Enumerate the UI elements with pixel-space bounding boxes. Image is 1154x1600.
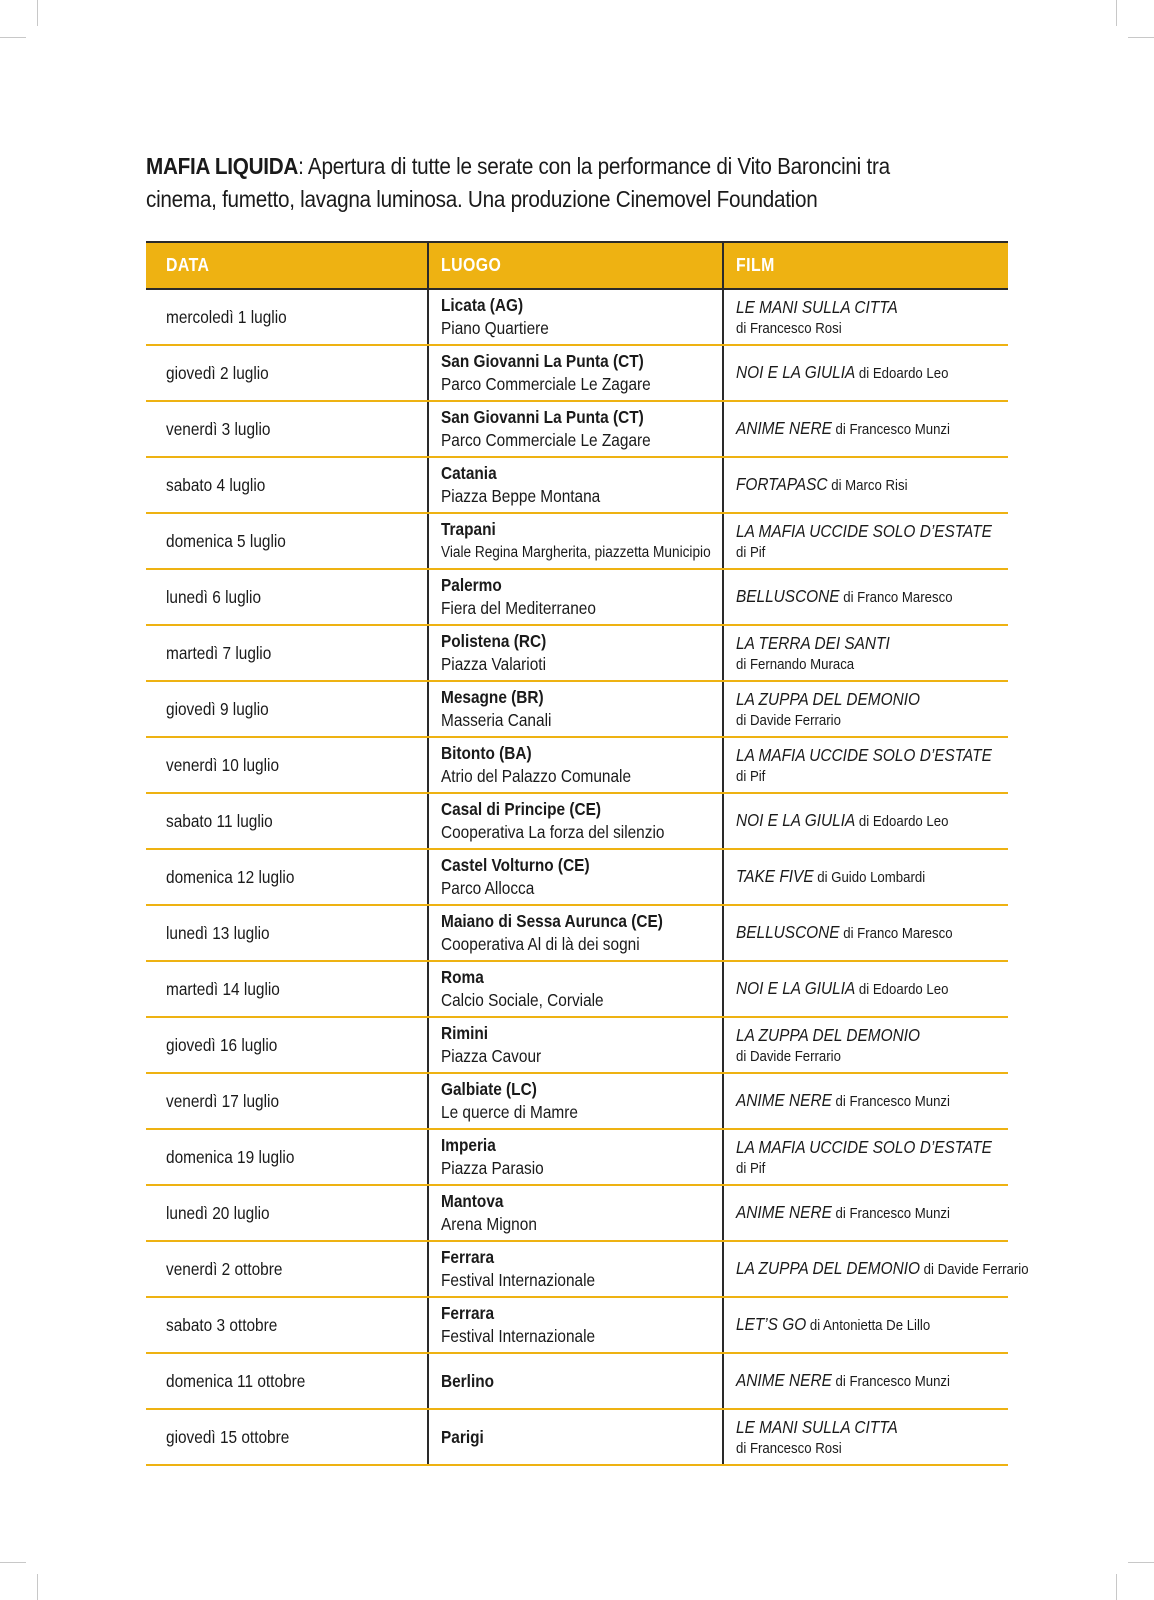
table-row <box>146 457 1008 513</box>
row-date: giovedì 2 luglio <box>166 362 269 383</box>
table-row <box>146 793 1008 849</box>
row-film-title: LA ZUPPA DEL DEMONIO <box>736 688 920 709</box>
row-film-title: LA MAFIA UCCIDE SOLO D’ESTATE <box>736 1136 992 1157</box>
row-date: venerdì 17 luglio <box>166 1090 280 1111</box>
row-date-cell <box>146 1241 428 1297</box>
row-film-cell <box>723 289 1008 345</box>
row-film-title: ANIME NERE <box>736 1090 832 1110</box>
table-row <box>146 1185 1008 1241</box>
row-city: Mesagne (BR) <box>441 687 544 707</box>
row-film-cell <box>723 401 1008 457</box>
row-date-cell <box>146 289 428 345</box>
row-venue: Masseria Canali <box>441 710 552 730</box>
row-place-cell <box>428 569 723 625</box>
row-place-cell <box>428 457 723 513</box>
crop-mark <box>37 0 38 26</box>
row-film-title: NOI E LA GIULIA <box>736 810 856 830</box>
row-film-cell <box>723 1297 1008 1353</box>
row-film-title: TAKE FIVE <box>736 866 814 886</box>
row-city: Castel Volturno (CE) <box>441 855 590 875</box>
row-date: mercoledì 1 luglio <box>166 306 287 327</box>
table-row <box>146 1297 1008 1353</box>
crop-mark <box>0 1562 26 1563</box>
row-city: Trapani <box>441 519 496 539</box>
table-row <box>146 1129 1008 1185</box>
row-date: sabato 11 luglio <box>166 810 273 831</box>
row-director: di Davide Ferrario <box>736 711 841 729</box>
row-date-cell <box>146 1017 428 1073</box>
row-film-title: NOI E LA GIULIA <box>736 978 856 998</box>
row-date: giovedì 15 ottobre <box>166 1426 290 1447</box>
row-film-cell <box>723 457 1008 513</box>
row-date: venerdì 2 ottobre <box>166 1258 283 1279</box>
row-film-cell <box>723 961 1008 1017</box>
row-film-cell <box>723 1409 1008 1465</box>
row-place-cell <box>428 401 723 457</box>
row-director: di Francesco Rosi <box>736 1439 842 1457</box>
row-place-cell <box>428 345 723 401</box>
row-venue: Festival Internazionale <box>441 1326 596 1346</box>
table-row <box>146 401 1008 457</box>
row-date: giovedì 9 luglio <box>166 698 269 719</box>
row-film-cell <box>723 1353 1008 1409</box>
row-film-title: LE MANI SULLA CITTA <box>736 1416 898 1437</box>
crop-mark <box>1128 37 1154 38</box>
row-date-cell <box>146 625 428 681</box>
intro-title: MAFIA LIQUIDA <box>146 153 299 179</box>
header-date: DATA <box>146 242 428 289</box>
row-date-cell <box>146 513 428 569</box>
row-city: Polistena (RC) <box>441 631 547 651</box>
row-venue: Le querce di Mamre <box>441 1102 578 1122</box>
row-place-cell <box>428 1297 723 1353</box>
row-film-cell <box>723 513 1008 569</box>
row-date-cell <box>146 1353 428 1409</box>
row-date: lunedì 6 luglio <box>166 586 262 607</box>
row-director: di Antonietta De Lillo <box>806 1317 931 1334</box>
row-place-cell <box>428 1129 723 1185</box>
header-film: FILM <box>723 242 1008 289</box>
row-date-cell <box>146 569 428 625</box>
schedule-table <box>146 241 1029 1466</box>
row-director: di Fernando Muraca <box>736 655 855 673</box>
row-director: di Pif <box>736 543 766 561</box>
row-film-title: BELLUSCONE <box>736 586 840 606</box>
table-row <box>146 1409 1008 1465</box>
row-place-cell <box>428 625 723 681</box>
row-director: di Edoardo Leo <box>855 981 949 998</box>
row-city: Ferrara <box>441 1303 495 1323</box>
crop-mark <box>1116 1574 1117 1600</box>
row-city: Casal di Principe (CE) <box>441 799 602 819</box>
header-place: LUOGO <box>428 242 723 289</box>
table-row <box>146 849 1008 905</box>
table-row <box>146 681 1008 737</box>
row-date-cell <box>146 737 428 793</box>
row-date-cell <box>146 401 428 457</box>
row-place-cell <box>428 793 723 849</box>
row-director: di Francesco Munzi <box>831 1373 950 1390</box>
row-place-cell <box>428 1241 723 1297</box>
table-row <box>146 1241 1008 1297</box>
row-film-cell <box>723 849 1008 905</box>
table-row <box>146 905 1008 961</box>
row-date: sabato 4 luglio <box>166 474 266 495</box>
row-date: domenica 12 luglio <box>166 866 295 887</box>
table-row <box>146 513 1008 569</box>
row-film-title: FORTAPASC <box>736 474 828 494</box>
row-place-cell <box>428 513 723 569</box>
row-place-cell <box>428 1185 723 1241</box>
row-film-title: LA TERRA DEI SANTI <box>736 632 890 653</box>
row-place-cell <box>428 905 723 961</box>
row-city: Mantova <box>441 1191 504 1211</box>
table-row <box>146 625 1008 681</box>
row-film-cell <box>723 681 1008 737</box>
row-place-cell <box>428 681 723 737</box>
row-venue: Parco Allocca <box>441 878 535 898</box>
row-city: Galbiate (LC) <box>441 1079 537 1099</box>
row-film-title: ANIME NERE <box>736 1202 832 1222</box>
row-date-cell <box>146 1073 428 1129</box>
crop-mark <box>1128 1562 1154 1563</box>
row-city: San Giovanni La Punta (CT) <box>441 351 644 371</box>
row-date-cell <box>146 961 428 1017</box>
row-film-cell <box>723 1073 1008 1129</box>
row-city: Palermo <box>441 575 502 595</box>
row-venue: Piazza Parasio <box>441 1158 544 1178</box>
row-venue: Arena Mignon <box>441 1214 537 1234</box>
row-film-title: LA ZUPPA DEL DEMONIO <box>736 1258 920 1278</box>
row-film-cell <box>723 1185 1008 1241</box>
row-film-title: LA ZUPPA DEL DEMONIO <box>736 1024 920 1045</box>
row-date-cell <box>146 849 428 905</box>
row-director: di Marco Risi <box>827 477 908 494</box>
row-film-cell <box>723 569 1008 625</box>
row-date-cell <box>146 1409 428 1465</box>
row-city: Ferrara <box>441 1247 495 1267</box>
table-row <box>146 1073 1008 1129</box>
row-venue: Calcio Sociale, Corviale <box>441 990 604 1010</box>
row-date-cell <box>146 1129 428 1185</box>
row-date: venerdì 3 luglio <box>166 418 271 439</box>
row-film-title: LE MANI SULLA CITTA <box>736 296 898 317</box>
row-film-cell <box>723 1129 1008 1185</box>
row-director: di Franco Maresco <box>839 925 953 942</box>
row-city: Imperia <box>441 1135 496 1155</box>
row-director: di Guido Lombardi <box>813 869 926 886</box>
row-venue: Festival Internazionale <box>441 1270 596 1290</box>
row-venue: Piano Quartiere <box>441 318 549 338</box>
intro-paragraph <box>146 150 938 216</box>
row-film-cell <box>723 1017 1008 1073</box>
crop-mark <box>0 37 26 38</box>
row-place-cell <box>428 849 723 905</box>
row-city: Maiano di Sessa Aurunca (CE) <box>441 911 663 931</box>
row-date-cell <box>146 345 428 401</box>
row-film-title: ANIME NERE <box>736 1370 832 1390</box>
row-date-cell <box>146 905 428 961</box>
intro-text: : Apertura di tutte le serate con la performance di Vito Baroncini tra cinema, fumetto, lavagna luminosa. Una produzione Cinemovel Foundation <box>146 153 890 212</box>
row-city: Bitonto (BA) <box>441 743 532 763</box>
row-director: di Pif <box>736 1159 766 1177</box>
row-city: Berlino <box>441 1370 495 1391</box>
row-film-cell <box>723 737 1008 793</box>
table-header-row <box>146 242 1008 289</box>
row-date: sabato 3 ottobre <box>166 1314 278 1335</box>
row-venue: Viale Regina Margherita, piazzetta Municipio <box>441 544 711 561</box>
row-director: di Francesco Munzi <box>831 1205 950 1222</box>
row-city: Catania <box>441 463 497 483</box>
row-film-cell <box>723 345 1008 401</box>
row-city: San Giovanni La Punta (CT) <box>441 407 644 427</box>
row-date-cell <box>146 793 428 849</box>
row-venue: Fiera del Mediterraneo <box>441 598 596 618</box>
table-row <box>146 1017 1008 1073</box>
row-place-cell <box>428 1409 723 1465</box>
row-film-title: LA MAFIA UCCIDE SOLO D’ESTATE <box>736 520 992 541</box>
row-director: di Edoardo Leo <box>855 365 949 382</box>
row-director: di Pif <box>736 767 766 785</box>
crop-mark <box>1116 0 1117 26</box>
row-city: Licata (AG) <box>441 295 524 315</box>
row-city: Roma <box>441 967 484 987</box>
row-date: lunedì 20 luglio <box>166 1202 270 1223</box>
row-date-cell <box>146 681 428 737</box>
table-row <box>146 345 1008 401</box>
row-city: Rimini <box>441 1023 489 1043</box>
row-film-cell <box>723 793 1008 849</box>
row-place-cell <box>428 1353 723 1409</box>
row-date-cell <box>146 457 428 513</box>
row-date: domenica 19 luglio <box>166 1146 295 1167</box>
row-place-cell <box>428 1073 723 1129</box>
row-venue: Piazza Beppe Montana <box>441 486 601 506</box>
row-venue: Parco Commerciale Le Zagare <box>441 430 651 450</box>
row-date: martedì 14 luglio <box>166 978 280 999</box>
schedule-body <box>146 289 1029 1465</box>
row-date: lunedì 13 luglio <box>166 922 270 943</box>
table-row <box>146 289 1008 345</box>
row-city: Parigi <box>441 1426 484 1447</box>
row-film-title: LA MAFIA UCCIDE SOLO D’ESTATE <box>736 744 992 765</box>
table-row <box>146 737 1008 793</box>
row-film-title: LET’S GO <box>736 1314 807 1334</box>
row-director: di Davide Ferrario <box>919 1261 1029 1278</box>
table-row <box>146 1353 1008 1409</box>
row-film-cell <box>723 905 1008 961</box>
crop-mark <box>37 1574 38 1600</box>
table-row <box>146 961 1008 1017</box>
row-place-cell <box>428 289 723 345</box>
row-film-title: BELLUSCONE <box>736 922 840 942</box>
row-place-cell <box>428 1017 723 1073</box>
row-venue: Parco Commerciale Le Zagare <box>441 374 651 394</box>
row-director: di Davide Ferrario <box>736 1047 841 1065</box>
row-venue: Piazza Valarioti <box>441 654 547 674</box>
row-film-title: ANIME NERE <box>736 418 832 438</box>
row-director: di Franco Maresco <box>839 589 953 606</box>
row-place-cell <box>428 961 723 1017</box>
row-film-cell <box>723 625 1008 681</box>
row-venue: Atrio del Palazzo Comunale <box>441 766 632 786</box>
row-date-cell <box>146 1297 428 1353</box>
row-director: di Francesco Rosi <box>736 319 842 337</box>
row-place-cell <box>428 737 723 793</box>
row-venue: Cooperativa La forza del silenzio <box>441 822 665 842</box>
row-director: di Edoardo Leo <box>855 813 949 830</box>
row-venue: Cooperativa Al di là dei sogni <box>441 934 640 954</box>
row-director: di Francesco Munzi <box>831 1093 950 1110</box>
row-date: domenica 11 ottobre <box>166 1370 306 1391</box>
row-date: venerdì 10 luglio <box>166 754 280 775</box>
table-row <box>146 569 1008 625</box>
row-film-cell <box>723 1241 1029 1297</box>
row-venue: Piazza Cavour <box>441 1046 542 1066</box>
row-date-cell <box>146 1185 428 1241</box>
row-date: giovedì 16 luglio <box>166 1034 278 1055</box>
row-director: di Francesco Munzi <box>831 421 950 438</box>
row-date: martedì 7 luglio <box>166 642 272 663</box>
row-film-title: NOI E LA GIULIA <box>736 362 856 382</box>
row-date: domenica 5 luglio <box>166 530 286 551</box>
